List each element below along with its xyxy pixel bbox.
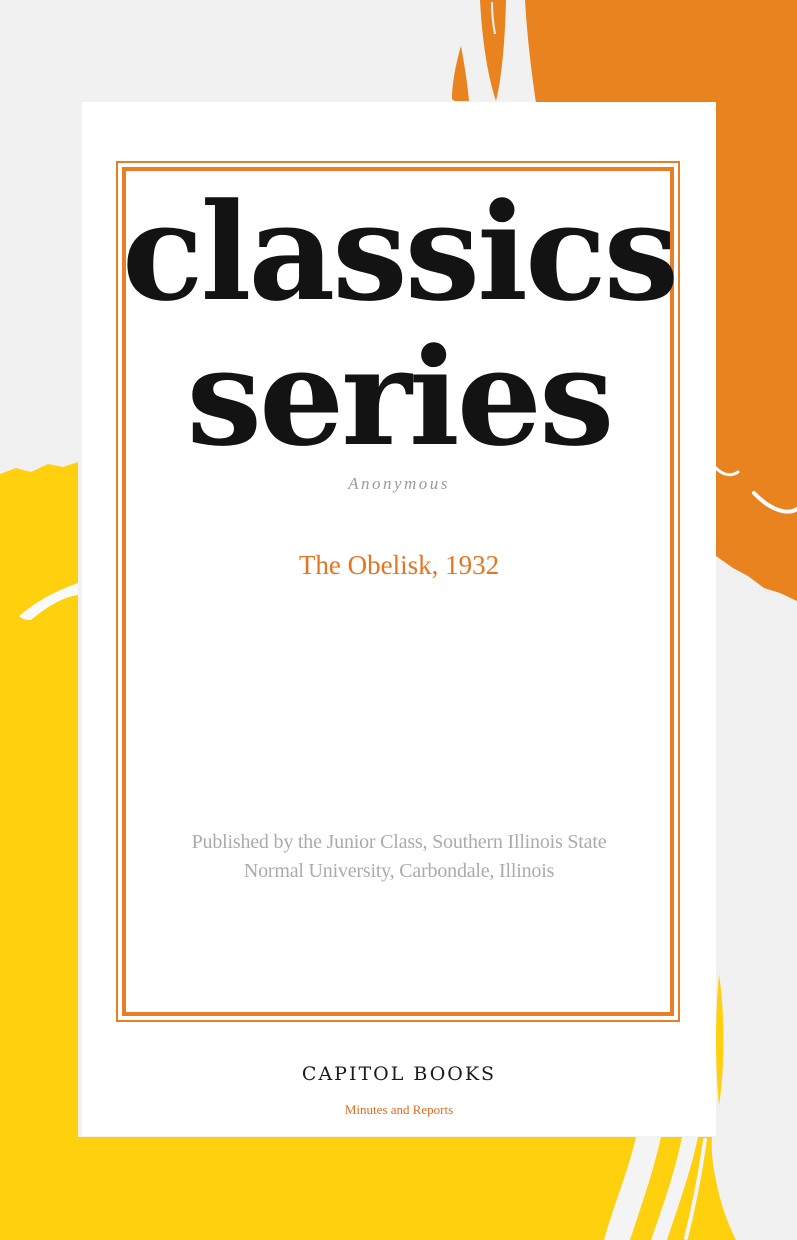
imprint-line-1: Published by the Junior Class, Southern Illinois State xyxy=(191,831,607,853)
imprint-line-2: Normal University, Carbondale, Illinois xyxy=(243,860,555,882)
publisher-name: CAPITOL BOOKS xyxy=(301,1063,497,1085)
yellow-brush-left xyxy=(0,462,78,1240)
publisher-tagline: Minutes and Reports xyxy=(344,1102,454,1117)
book-title-line-1: classics xyxy=(121,173,677,331)
yellow-brush-crescent xyxy=(716,974,724,1106)
book-title xyxy=(82,173,716,476)
edition-title: The Obelisk, 1932 xyxy=(298,550,500,580)
orange-brush-sliver xyxy=(452,46,469,101)
author-name: Anonymous xyxy=(348,474,450,493)
title-page-card xyxy=(82,102,716,1136)
book-title-line-2: series xyxy=(186,317,612,476)
imprint-statement xyxy=(82,828,716,886)
